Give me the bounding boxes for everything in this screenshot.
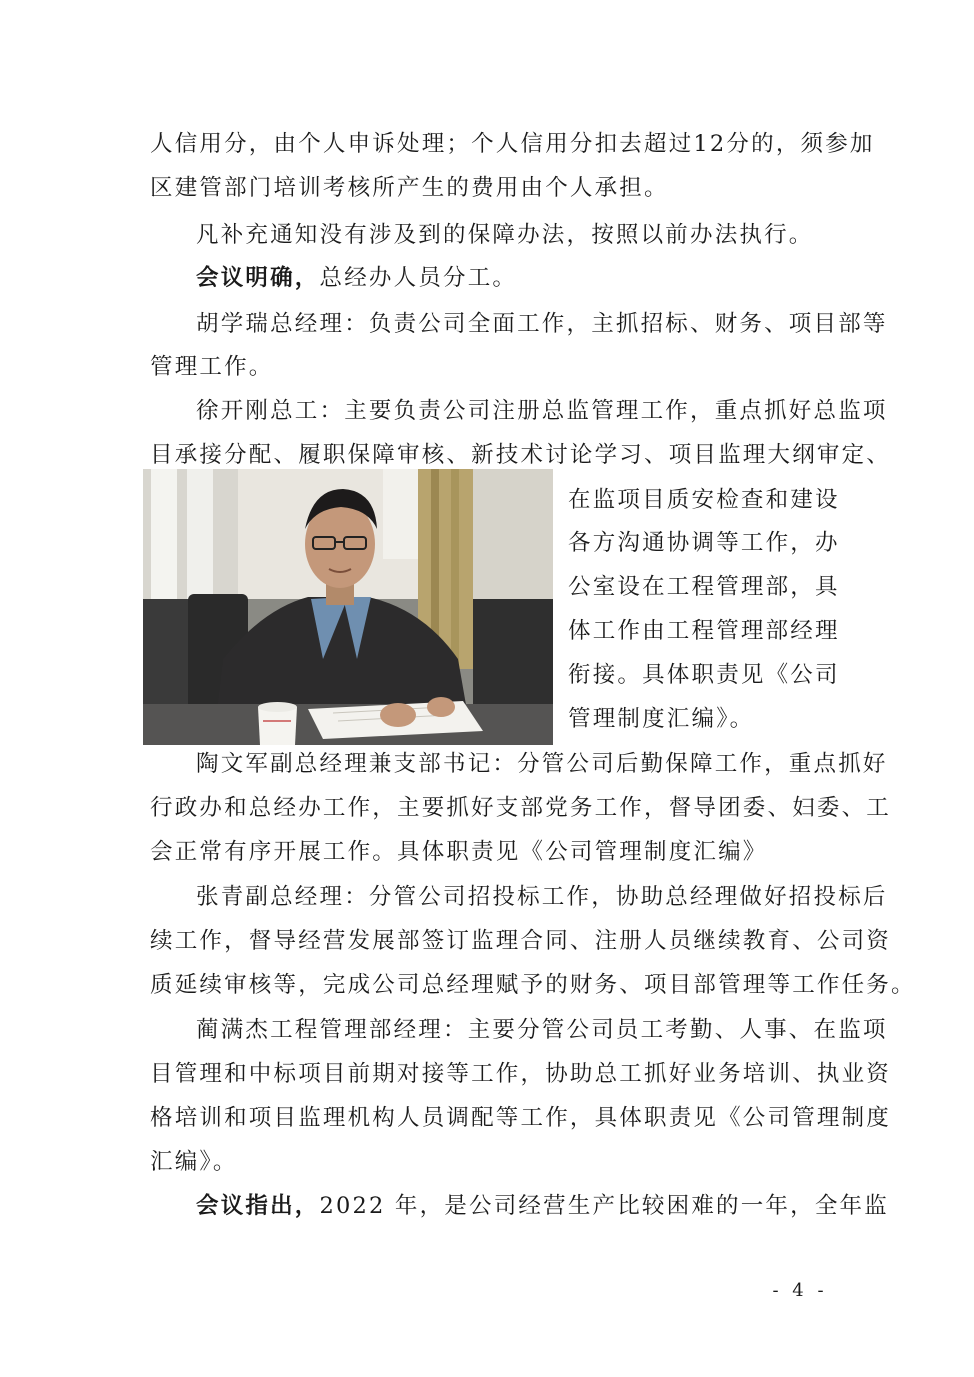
paragraph-meeting-clarified xyxy=(196,256,830,300)
text-line: 公室设在工程管理部，具 xyxy=(568,574,840,600)
text-line: 衔接。具体职责见《公司 xyxy=(568,662,840,688)
text-line: 质延续审核等，完成公司总经理赋予的财务、项目部管理等工作任务。 xyxy=(150,972,916,998)
text-line: 陶文军副总经理兼支部书记：分管公司后勤保障工作，重点抓好 xyxy=(196,751,888,777)
text-line: 目承接分配、履职保障审核、新技术讨论学习、项目监理大纲审定、 xyxy=(150,442,892,468)
text-line: 汇编》。 xyxy=(150,1149,238,1175)
text-line: 管理制度汇编》。 xyxy=(568,706,755,732)
text-line: 行政办和总经办工作，主要抓好支部党务工作，督导团委、妇委、工 xyxy=(150,795,892,821)
page-number: - 4 - xyxy=(772,1280,828,1301)
text-line: 续工作，督导经营发展部签订监理合同、注册人员继续教育、公司资 xyxy=(150,928,892,954)
text-line: 目管理和中标项目前期对接等工作，协助总工抓好业务培训、执业资 xyxy=(150,1061,892,1087)
text-span: 总经办人员分工。 xyxy=(319,265,518,291)
bold-lead: 会议指出， xyxy=(196,1193,320,1219)
text-line: 徐开刚总工：主要负责公司注册总监管理工作，重点抓好总监项 xyxy=(196,398,888,424)
text-line: 胡学瑞总经理：负责公司全面工作，主抓招标、财务、项目部等 xyxy=(196,311,888,337)
text-line: 张青副总经理：分管公司招投标工作，协助总经理做好招投标后 xyxy=(196,884,888,910)
text-span: 2022 年，是公司经营生产比较困难的一年，全年监 xyxy=(319,1193,889,1219)
text-line: 蔺满杰工程管理部经理：主要分管公司员工考勤、人事、在监项 xyxy=(196,1017,888,1043)
meeting-photo xyxy=(143,469,553,745)
text-line: 格培训和项目监理机构人员调配等工作，具体职责见《公司管理制度 xyxy=(150,1105,892,1131)
text-line: 在监项目质安检查和建设 xyxy=(568,487,840,513)
text-line: 区建管部门培训考核所产生的费用由个人承担。 xyxy=(150,175,669,201)
text-line: 会正常有序开展工作。具体职责见《公司管理制度汇编》 xyxy=(150,839,768,865)
text-line: 管理工作。 xyxy=(150,354,274,380)
bold-lead: 会议明确， xyxy=(196,265,320,291)
text-line: 体工作由工程管理部经理 xyxy=(568,618,840,644)
text-line: 人信用分，由个人申诉处理；个人信用分扣去超过12分的，须参加 xyxy=(150,131,875,157)
photo-illustration xyxy=(143,469,553,745)
paragraph-meeting-pointed-out xyxy=(196,1184,889,1228)
text-line: 各方沟通协调等工作，办 xyxy=(568,530,840,556)
text-line: 凡补充通知没有涉及到的保障办法，按照以前办法执行。 xyxy=(196,222,814,248)
